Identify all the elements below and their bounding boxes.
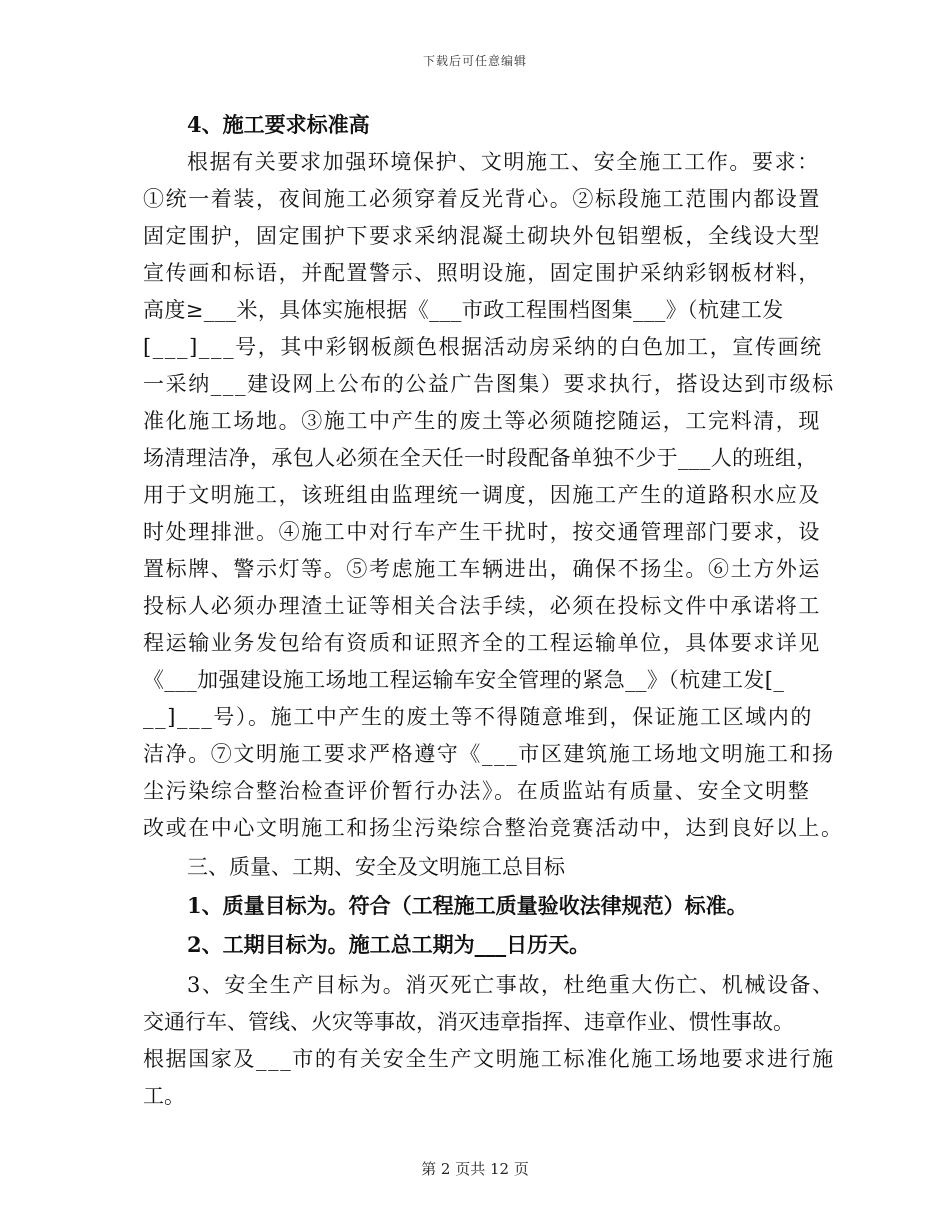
paragraph-line: 程运输业务发包给有资质和证照齐全的工程运输单位，具体要求详见 xyxy=(143,631,821,655)
paragraph-line: 时处理排泄。④施工中对行车产生干扰时，按交通管理部门要求，设 xyxy=(143,520,821,544)
paragraph-line: 工。 xyxy=(143,1084,185,1108)
paragraph-line: 固定围护，固定围护下要求采纳混凝土砌块外包铝塑板，全线设大型 xyxy=(143,224,821,248)
paragraph-line: 洁净。⑦文明施工要求严格遵守《___市区建筑施工场地文明施工和扬 xyxy=(143,742,835,766)
paragraph-line: [___]___号，其中彩钢板颜色根据活动房采纳的白色加工，宣传画统 xyxy=(143,335,823,359)
paragraph-line: 3、安全生产目标为。消灭死亡事故，杜绝重大伤亡、机械设备、 xyxy=(187,973,835,997)
paragraph-line: 根据国家及___市的有关安全生产文明施工标准化施工场地要求进行施 xyxy=(143,1047,835,1071)
paragraph-line: 尘污染综合整治检查评价暂行办法》。在质监站有质量、安全文明整 xyxy=(143,779,811,803)
paragraph-line: 准化施工场地。③施工中产生的废土等必须随挖随运，工完料清，现 xyxy=(143,409,821,433)
paragraph-line: 高度≥___米，具体实施根据《___市政工程围档图集___》（杭建工发 xyxy=(143,298,784,322)
paragraph-line: 投标人必须办理渣土证等相关合法手续，必须在投标文件中承诺将工 xyxy=(143,594,821,618)
paragraph-line: 置标牌、警示灯等。⑤考虑施工车辆进出，确保不扬尘。⑥土方外运 xyxy=(143,557,821,581)
paragraph-line: 一采纳___建设网上公布的公益广告图集）要求执行，搭设达到市级标 xyxy=(143,372,835,396)
paragraph-line: 改或在中心文明施工和扬尘污染综合整治竞赛活动中，达到良好以上。 xyxy=(143,816,844,840)
paragraph-line: 场清理洁净，承包人必须在全天任一时段配备单独不少于___人的班组， xyxy=(143,446,818,470)
goal-schedule: 2、工期目标为。施工总工期为___日历天。 xyxy=(187,932,591,957)
section-heading: 三、质量、工期、安全及文明施工总目标 xyxy=(187,855,565,879)
paragraph-line: 宣传画和标语，并配置警示、照明设施，固定围护采纳彩钢板材料， xyxy=(143,261,821,285)
paragraph-line: __]___号）。施工中产生的废土等不得随意堆到，保证施工区域内的 xyxy=(143,705,813,729)
paragraph-line: 《___加强建设施工场地工程运输车安全管理的紧急__》（杭建工发[_ xyxy=(143,668,785,692)
section-heading: 4、施工要求标准高 xyxy=(187,112,370,137)
paragraph-line: 根据有关要求加强环境保护、文明施工、安全施工工作。要求： xyxy=(187,150,820,174)
paragraph-line: 交通行车、管线、火灾等事故，消灭违章指挥、违章作业、惯性事故。 xyxy=(143,1010,794,1034)
paragraph-line: 用于文明施工，该班组由监理统一调度，因施工产生的道路积水应及 xyxy=(143,483,821,507)
goal-quality: 1、质量目标为。符合（工程施工质量验收法律规范）标准。 xyxy=(187,893,748,918)
paragraph-line: ①统一着装，夜间施工必须穿着反光背心。②标段施工范围内都设置 xyxy=(143,187,821,211)
page-header: 下载后可任意编辑 xyxy=(422,54,527,68)
page-footer: 第 2 页共 12 页 xyxy=(421,1160,529,1178)
